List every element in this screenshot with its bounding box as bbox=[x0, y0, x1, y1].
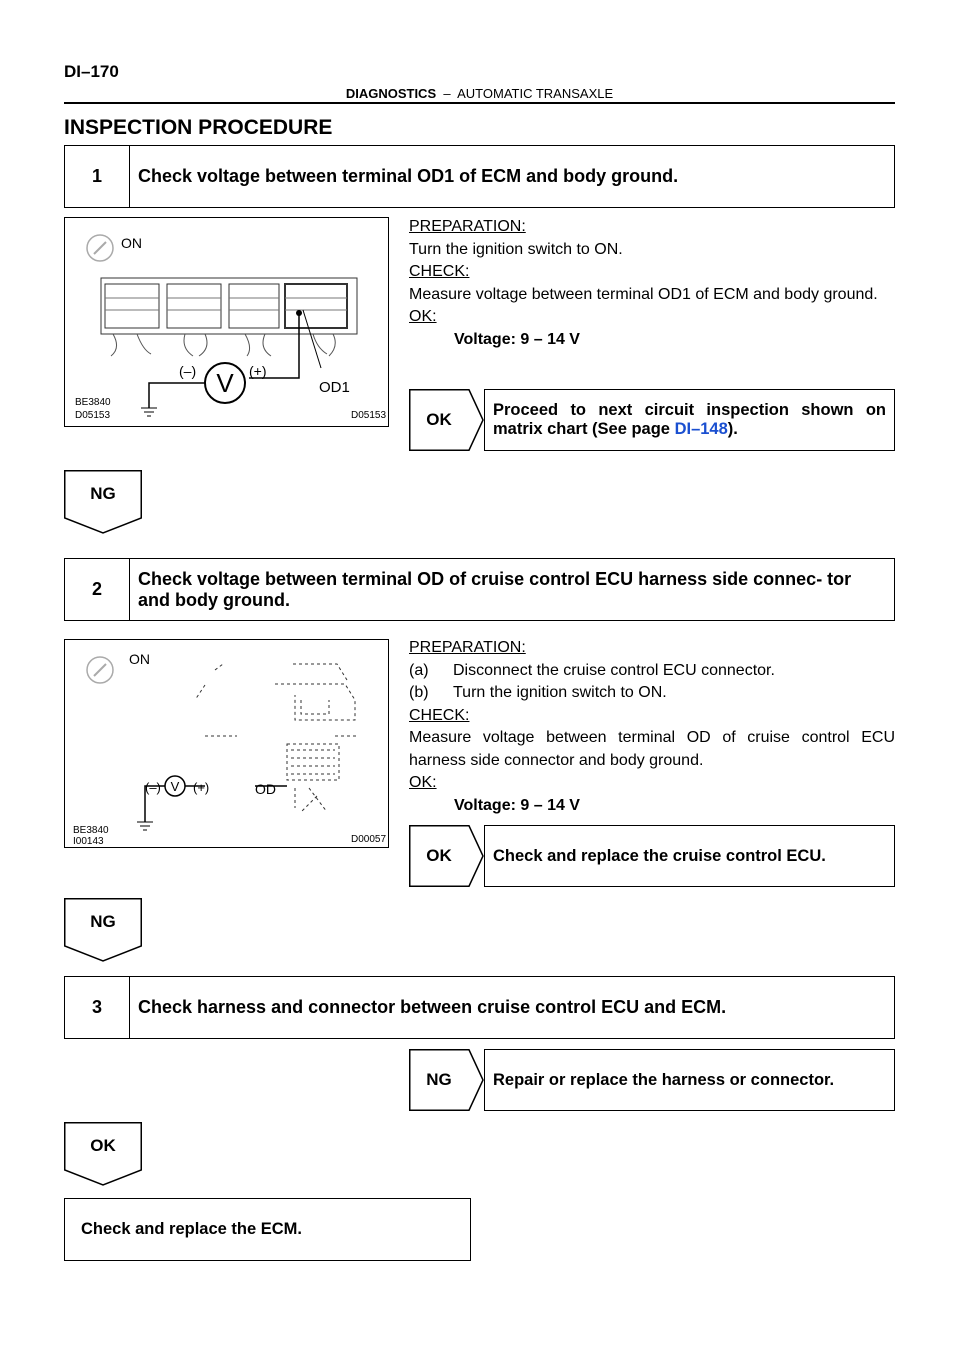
ecm-connector-drawing bbox=[101, 278, 357, 356]
step-2-ok-branch bbox=[409, 825, 895, 887]
preparation-text: Turn the ignition switch to ON. bbox=[409, 240, 623, 258]
header-rule bbox=[64, 102, 895, 104]
step-3-title: Check harness and connector between cruise control ECU and ECM. bbox=[138, 997, 727, 1017]
ok-heading: OK: bbox=[409, 308, 437, 325]
svg-text:V: V bbox=[216, 368, 234, 398]
neg-label: (–) bbox=[145, 780, 161, 795]
page-link[interactable]: DI–148 bbox=[674, 420, 728, 438]
terminal-label: OD1 bbox=[319, 379, 350, 396]
section-separator: – bbox=[443, 86, 451, 101]
step-2-instructions bbox=[409, 637, 895, 817]
figure-code-right: D00057 bbox=[351, 834, 387, 845]
step-2-number: 2 bbox=[65, 559, 130, 620]
final-action-box: Check and replace the ECM. bbox=[64, 1198, 471, 1261]
check-text: Measure voltage between terminal OD1 of ECM and body ground. bbox=[409, 285, 878, 303]
ok-tag: OK bbox=[409, 825, 484, 887]
check-text: Measure voltage between terminal OD of cruise control ECU harness side connector and body ground. bbox=[409, 729, 895, 769]
figure-code-2: I00143 bbox=[73, 836, 104, 846]
terminal-pointer bbox=[303, 310, 321, 368]
pos-label: (+) bbox=[249, 363, 267, 379]
figure-code-1: BE3840 bbox=[73, 825, 109, 836]
ok-heading: OK: bbox=[409, 774, 437, 791]
step-1-box bbox=[64, 145, 895, 208]
switch-label: ON bbox=[129, 651, 150, 667]
step-2-title: Check voltage between terminal OD of cruise control ECU harness side connec- tor and body ground. bbox=[138, 568, 852, 610]
page-number: DI–170 bbox=[64, 62, 119, 81]
step-1-instructions bbox=[409, 216, 895, 351]
subsection-name: AUTOMATIC TRANSAXLE bbox=[457, 86, 614, 101]
svg-text:V: V bbox=[170, 779, 180, 794]
step-2-figure bbox=[64, 639, 389, 848]
step-1-title: Check voltage between terminal OD1 of ECM and body ground. bbox=[138, 166, 679, 186]
section-name: DIAGNOSTICS bbox=[345, 86, 437, 101]
ecm-voltage-diagram bbox=[65, 218, 387, 425]
step-3-number: 3 bbox=[65, 977, 130, 1038]
voltmeter-icon bbox=[165, 776, 185, 796]
ignition-switch-icon bbox=[87, 657, 113, 683]
preparation-item-b: (b) Turn the ignition switch to ON. bbox=[409, 684, 667, 701]
preparation-heading: PREPARATION: bbox=[409, 639, 526, 656]
ok-result: Proceed to next circuit inspection shown on matrix chart (See page DI–148). bbox=[484, 389, 895, 451]
terminal-label: OD bbox=[255, 781, 276, 797]
ground-icon bbox=[141, 408, 157, 416]
step-1-figure bbox=[64, 217, 389, 427]
ng-result: Repair or replace the harness or connector. bbox=[484, 1049, 895, 1111]
page-title: INSPECTION PROCEDURE bbox=[64, 116, 333, 139]
figure-code-1: BE3840 bbox=[75, 397, 111, 408]
preparation-item-a: (a) Disconnect the cruise control ECU connector. bbox=[409, 661, 775, 679]
step-2-box bbox=[64, 558, 895, 621]
cruise-ecu-connector-drawing bbox=[195, 664, 357, 812]
pos-label: (+) bbox=[193, 780, 210, 795]
step-1-number: 1 bbox=[65, 146, 130, 207]
ground-icon bbox=[137, 822, 153, 830]
ng-tag: NG bbox=[409, 1049, 484, 1111]
step-1-ok-branch bbox=[409, 389, 895, 451]
cruise-ecu-voltage-diagram bbox=[65, 640, 387, 846]
ok-tag: OK bbox=[409, 389, 484, 451]
voltmeter-icon bbox=[205, 363, 245, 403]
step-3-ng-branch bbox=[409, 1049, 895, 1111]
switch-label: ON bbox=[121, 235, 142, 251]
check-heading: CHECK: bbox=[409, 263, 470, 280]
od1-terminal bbox=[296, 310, 302, 316]
step-1-ng-tag: NG bbox=[64, 470, 142, 534]
ok-value: Voltage: 9 – 14 V bbox=[454, 796, 580, 814]
section-header bbox=[64, 86, 895, 101]
step-3-box bbox=[64, 976, 895, 1039]
ignition-switch-icon bbox=[87, 235, 113, 261]
step-3-ok-tag: OK bbox=[64, 1122, 142, 1186]
negative-lead bbox=[149, 383, 205, 408]
ok-value: Voltage: 9 – 14 V bbox=[454, 330, 580, 348]
preparation-heading: PREPARATION: bbox=[409, 218, 526, 235]
ok-result: Check and replace the cruise control ECU. bbox=[484, 825, 895, 887]
step-2-ng-tag: NG bbox=[64, 898, 142, 962]
neg-label: (–) bbox=[179, 363, 197, 379]
figure-code-2: D05153 bbox=[75, 410, 111, 421]
figure-code-right: D05153 bbox=[351, 410, 387, 421]
check-heading: CHECK: bbox=[409, 706, 470, 724]
